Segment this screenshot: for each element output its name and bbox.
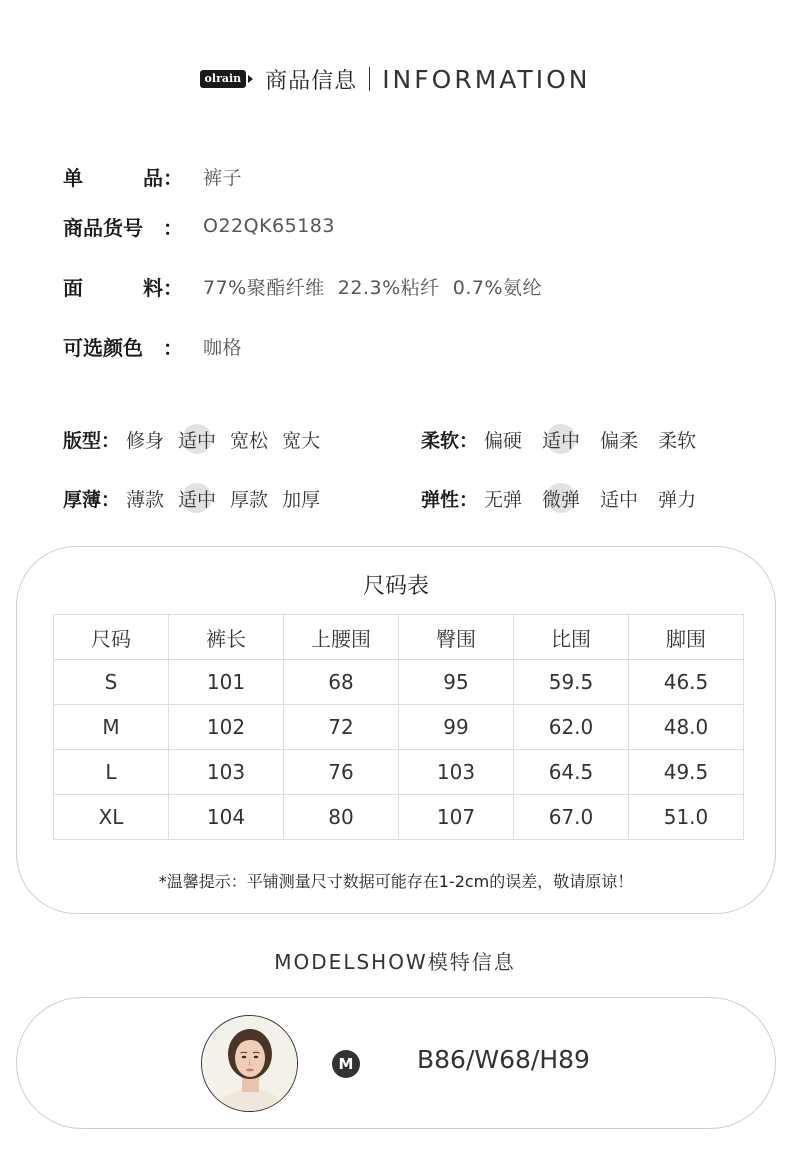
- section-header: [0, 62, 790, 96]
- attr-option: 偏柔: [600, 429, 639, 452]
- attr-label: 弹性：: [421, 488, 479, 511]
- attr-option: 偏硬: [484, 429, 523, 452]
- table-cell: 67.0: [514, 795, 629, 840]
- table-cell: 103: [399, 750, 514, 795]
- info-value: 咖格: [203, 336, 243, 359]
- attr-option: 弹力: [658, 488, 697, 511]
- header-title-en: INFORMATION: [382, 64, 591, 94]
- table-cell: 102: [169, 705, 284, 750]
- attr-softness: [421, 424, 710, 454]
- table-header-cell: 比围: [514, 615, 629, 660]
- info-row-fabric: [63, 271, 542, 301]
- table-cell: 76: [284, 750, 399, 795]
- model-portrait-icon: [202, 1016, 298, 1112]
- attr-option: 适中: [600, 488, 639, 511]
- info-label: [63, 162, 163, 191]
- table-header-row: [54, 615, 744, 660]
- info-label: [63, 212, 163, 241]
- size-chart-card: [16, 546, 776, 914]
- table-row: [54, 705, 744, 750]
- table-row: [54, 660, 744, 705]
- table-row: [54, 750, 744, 795]
- header-divider: [369, 67, 370, 91]
- info-label: [63, 332, 163, 361]
- info-value: 裤子: [203, 166, 243, 189]
- info-value: 77%聚酯纤维 22.3%粘纤 0.7%氨纶: [203, 276, 543, 299]
- info-row-item: [63, 161, 242, 191]
- info-label-part: 料: [143, 275, 163, 300]
- info-colon: ：: [163, 215, 183, 240]
- header-title-cn: 商品信息: [265, 68, 358, 94]
- attr-option-selected: 适中: [178, 485, 216, 512]
- table-cell: 99: [399, 705, 514, 750]
- table-cell: 62.0: [514, 705, 629, 750]
- table-cell: 48.0: [629, 705, 744, 750]
- table-cell: 59.5: [514, 660, 629, 705]
- info-label-part: 商品货号: [63, 215, 143, 240]
- table-cell: 101: [169, 660, 284, 705]
- play-icon: [248, 75, 253, 83]
- model-avatar: [201, 1015, 298, 1112]
- table-cell: L: [54, 750, 169, 795]
- attr-option: 宽大: [282, 429, 321, 452]
- attr-thickness: [63, 483, 334, 513]
- size-chart-title: 尺码表: [362, 574, 429, 599]
- info-label-part: 单: [63, 165, 83, 190]
- attr-label: 版型：: [63, 429, 121, 452]
- table-cell: 46.5: [629, 660, 744, 705]
- model-card: [16, 997, 776, 1129]
- attr-elasticity: [421, 483, 710, 513]
- table-cell: XL: [54, 795, 169, 840]
- info-row-color: [63, 331, 242, 361]
- info-label-part: 面: [63, 275, 83, 300]
- table-cell: S: [54, 660, 169, 705]
- attr-option: 厚款: [230, 488, 269, 511]
- info-label-part: 品: [143, 165, 163, 190]
- info-label: [63, 272, 163, 301]
- table-cell: 72: [284, 705, 399, 750]
- info-row-sku: [63, 211, 335, 241]
- table-cell: 68: [284, 660, 399, 705]
- table-row: [54, 795, 744, 840]
- info-label-part: 可选颜色: [63, 335, 143, 360]
- table-header-cell: 脚围: [629, 615, 744, 660]
- table-cell: 51.0: [629, 795, 744, 840]
- attr-option: 薄款: [126, 488, 165, 511]
- table-header-cell: 臀围: [399, 615, 514, 660]
- brand-logo: olrain: [200, 70, 247, 88]
- attr-fit: [63, 424, 334, 454]
- attr-option: 宽松: [230, 429, 269, 452]
- attr-option-selected: 适中: [542, 426, 580, 453]
- table-cell: M: [54, 705, 169, 750]
- info-value: O22QK65183: [203, 215, 335, 237]
- table-cell: 64.5: [514, 750, 629, 795]
- table-header-cell: 尺码: [54, 615, 169, 660]
- attr-option-selected: 适中: [178, 426, 216, 453]
- model-measurements: B86/W68/H89: [417, 1045, 590, 1074]
- size-table: [53, 614, 744, 840]
- model-heading: MODELSHOW模特信息: [274, 950, 516, 974]
- table-cell: 104: [169, 795, 284, 840]
- attr-option: 无弹: [484, 488, 523, 511]
- table-header-cell: 上腰围: [284, 615, 399, 660]
- attr-label: 厚薄：: [63, 488, 121, 511]
- table-cell: 49.5: [629, 750, 744, 795]
- attr-option: 柔软: [658, 429, 697, 452]
- attr-label: 柔软：: [421, 429, 479, 452]
- info-colon: ：: [163, 165, 183, 190]
- attr-option: 加厚: [282, 488, 321, 511]
- table-cell: 95: [399, 660, 514, 705]
- info-colon: ：: [163, 335, 183, 360]
- attr-option-selected: 微弹: [542, 485, 580, 512]
- model-size-badge: M: [332, 1050, 360, 1078]
- table-cell: 80: [284, 795, 399, 840]
- attr-option: 修身: [126, 429, 165, 452]
- table-cell: 107: [399, 795, 514, 840]
- table-header-cell: 裤长: [169, 615, 284, 660]
- size-chart-note: *温馨提示：平铺测量尺寸数据可能存在1-2cm的误差，敬请原谅！: [158, 872, 634, 891]
- info-colon: ：: [163, 275, 183, 300]
- table-cell: 103: [169, 750, 284, 795]
